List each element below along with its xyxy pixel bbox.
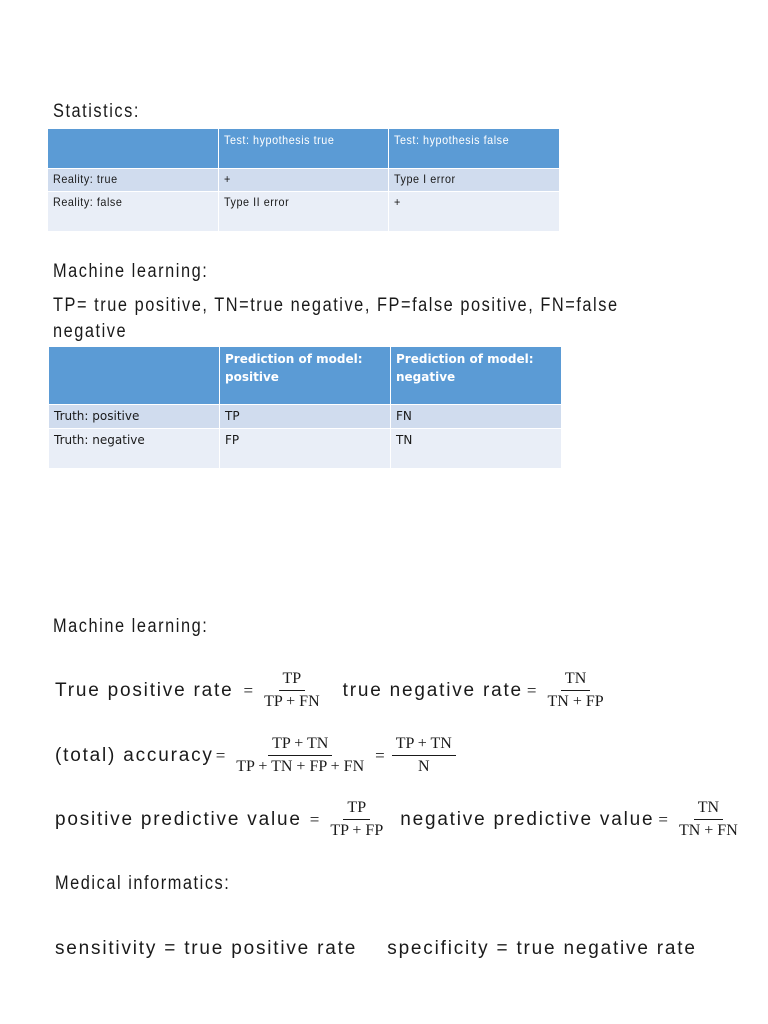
table-cell: TP [220, 405, 391, 429]
table-cell: Reality: false [48, 192, 219, 232]
fraction-denominator: TN + FP [547, 693, 604, 710]
fraction-numerator: TN [694, 799, 723, 820]
equals-sign: = [215, 745, 226, 765]
fraction-denominator: N [418, 758, 430, 775]
fraction-numerator: TP [279, 670, 306, 691]
accuracy-simplified-fraction [392, 735, 456, 776]
tnr-fraction [544, 670, 608, 711]
table-row [48, 192, 560, 232]
table-cell: Reality: true [48, 169, 219, 192]
machine-learning-heading: Machine learning: [53, 261, 209, 282]
table-header-row [48, 129, 560, 169]
table-header-cell: Test: hypothesis false [389, 129, 560, 169]
table-header-cell: Prediction of model: positive [220, 347, 391, 405]
table-cell: + [389, 192, 560, 232]
tpr-fraction [260, 670, 324, 711]
table-row [48, 169, 560, 192]
table-header-cell: Prediction of model: negative [391, 347, 562, 405]
rate-formulas-line [55, 670, 611, 711]
npv-fraction [675, 799, 742, 840]
fraction-numerator: TP + TN [268, 735, 332, 756]
medical-informatics-heading: Medical informatics: [55, 873, 231, 894]
ppv-fraction [326, 799, 387, 840]
tnr-label: true negative rate [342, 679, 523, 701]
equals-sign: = [375, 745, 385, 765]
fraction-numerator: TP [343, 799, 370, 820]
table-cell: Type I error [389, 169, 560, 192]
fraction-denominator: TP + TN + FP + FN [236, 758, 365, 775]
table-cell: Type II error [219, 192, 389, 232]
fraction-numerator: TP + TN [392, 735, 456, 756]
equals-sign: = [526, 680, 537, 700]
sensitivity-specificity-line [55, 938, 697, 960]
confusion-definitions: TP= true positive, TN=true negative, FP=false positive, FN=false negative [53, 295, 619, 342]
predictive-values-line [55, 799, 745, 840]
table-cell: TN [391, 429, 562, 469]
fraction-denominator: TN + FN [678, 822, 738, 839]
accuracy-label: (total) accuracy [55, 744, 214, 766]
specificity-definition: specificity = true negative rate [387, 938, 697, 959]
machine-learning-formulas-heading: Machine learning: [53, 616, 209, 637]
fraction-denominator: TP + FP [330, 822, 384, 839]
npv-label: negative predictive value [400, 808, 655, 830]
table-cell: + [219, 169, 389, 192]
fraction-numerator: TN [561, 670, 590, 691]
table-cell: Truth: negative [49, 429, 220, 469]
equals-sign: = [309, 809, 320, 829]
table-header-cell: Test: hypothesis true [219, 129, 389, 169]
table-header-row [49, 347, 562, 405]
table-row [49, 429, 562, 469]
confusion-matrix-table [48, 346, 562, 469]
statistics-table [47, 128, 560, 232]
accuracy-formula-line [55, 735, 459, 776]
ppv-label: positive predictive value [55, 808, 302, 830]
statistics-heading: Statistics: [53, 101, 140, 122]
equals-sign: = [658, 809, 668, 829]
table-header-cell [48, 129, 219, 169]
equals-sign: = [243, 680, 254, 700]
tpr-label: True positive rate [55, 679, 234, 701]
accuracy-fraction [232, 735, 368, 776]
table-cell: FN [391, 405, 562, 429]
table-header-cell [49, 347, 220, 405]
table-cell: Truth: positive [49, 405, 220, 429]
table-cell: FP [220, 429, 391, 469]
table-row [49, 405, 562, 429]
fraction-denominator: TP + FN [264, 693, 320, 710]
sensitivity-definition: sensitivity = true positive rate [55, 938, 358, 959]
